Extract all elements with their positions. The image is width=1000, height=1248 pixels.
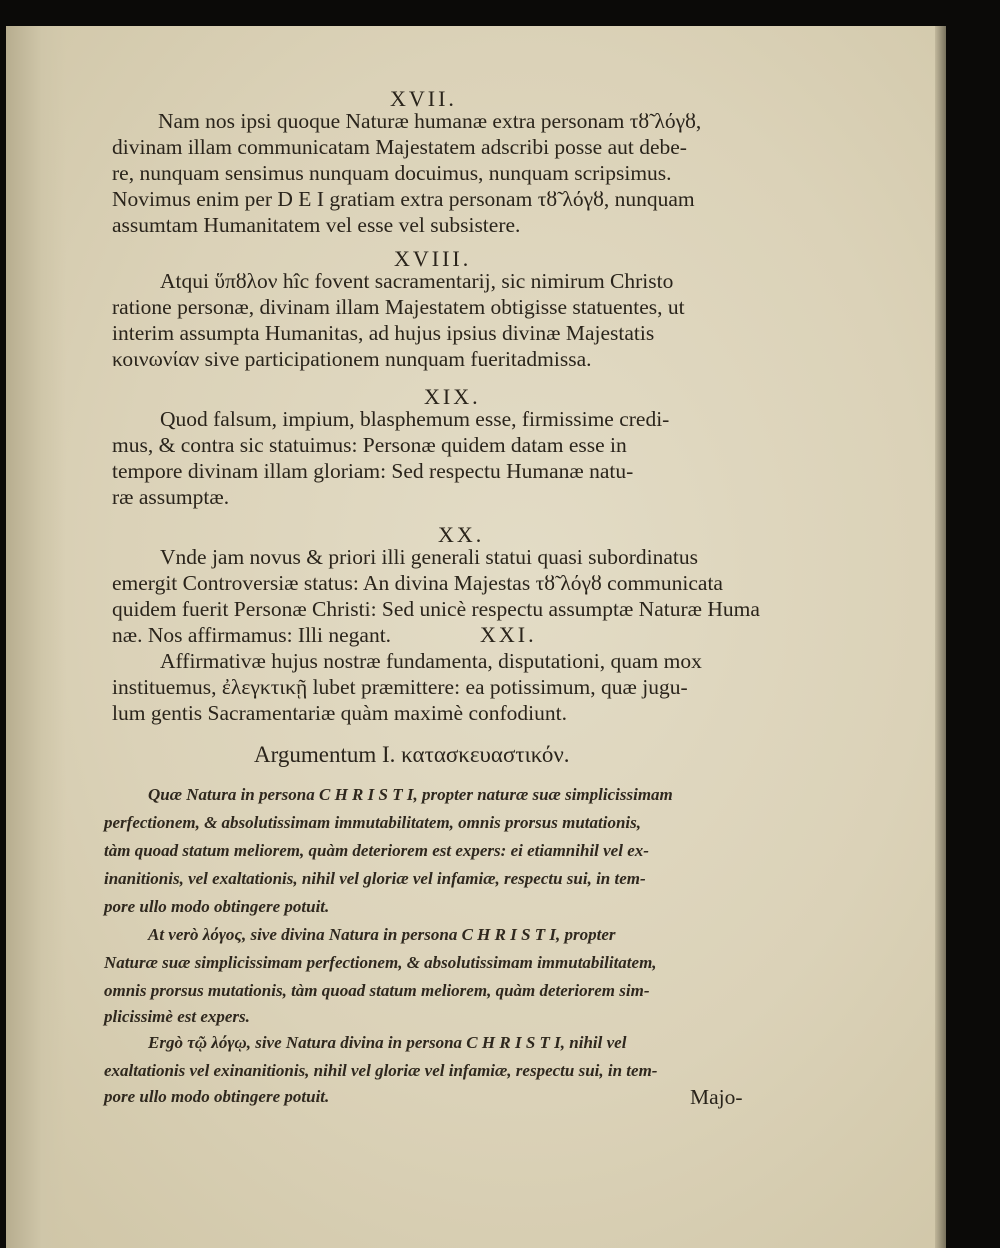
argument-line: pore ullo modo obtingere potuit. [104, 1087, 330, 1106]
argument-line: tàm quoad statum meliorem, quàm deteriorem est expers: ei etiamnihil vel ex- [104, 841, 649, 860]
text-line: Vnde jam novus & priori illi generali statui quasi subordinatus [160, 545, 699, 569]
text-line: re, nunquam sensimus nunquam docuimus, nunquam scripsimus. [112, 161, 672, 185]
argument-title: Argumentum I. κατασκευαστικόν. [254, 742, 570, 767]
text-line: emergit Controversiæ status: An divina Majestas τȣ̃ λόγȣ communicata [112, 571, 723, 595]
section-heading-20: XX. [438, 522, 485, 547]
argument-line: Quæ Natura in persona C H R I S T I, propter naturæ suæ simplicissimam [148, 785, 673, 804]
text-line: assumtam Humanitatem vel esse vel subsistere. [112, 213, 521, 237]
argument-line: omnis prorsus mutationis, tàm quoad statum meliorem, quàm deteriorem sim- [104, 981, 650, 1000]
text-line: tempore divinam illam gloriam: Sed respectu Humanæ natu- [112, 459, 634, 483]
section-heading-21: XXI. [480, 622, 537, 647]
text-line: divinam illam communicatam Majestatem adscribi posse aut debe- [112, 135, 687, 159]
section-heading-17: XVII. [390, 86, 457, 111]
text-line: Quod falsum, impium, blasphemum esse, firmissime credi- [160, 407, 670, 431]
argument-line: Ergò τῷ λόγῳ, sive Natura divina in persona C H R I S T I, nihil vel [148, 1033, 627, 1052]
text-line: ratione personæ, divinam illam Majestatem obtigisse statuentes, ut [112, 295, 685, 319]
text-line: ræ assumptæ. [112, 485, 230, 509]
text-line: mus, & contra sic statuimus: Personæ quidem datam esse in [112, 433, 627, 457]
text-line: instituemus, ἐλεγκτικῇ lubet præmittere: ea potissimum, quæ jugu- [112, 675, 688, 699]
argument-line: plicissimè est expers. [104, 1007, 250, 1026]
text-line: κοινωνίαν sive participationem nunquam fueritadmissa. [112, 347, 592, 371]
section-heading-19: XIX. [424, 384, 481, 409]
text-line: Novimus enim per D E I gratiam extra personam τȣ̃ λόγȣ, nunquam [112, 187, 695, 211]
page-edge-shadow [935, 26, 946, 1248]
text-line: quidem fuerit Personæ Christi: Sed unicè respectu assumptæ Naturæ Huma [112, 597, 760, 621]
text-line: Affirmativæ hujus nostræ fundamenta, disputationi, quam mox [160, 649, 702, 673]
text-line: næ. Nos affirmamus: Illi negant. [112, 623, 392, 647]
text-line: Nam nos ipsi quoque Naturæ humanæ extra personam τȣ̃ λόγȣ, [158, 109, 702, 133]
argument-line: inanitionis, vel exaltationis, nihil vel gloriæ vel infamiæ, respectu sui, in tem- [104, 869, 646, 888]
catchword: Majo- [690, 1085, 743, 1109]
text-line: interim assumpta Humanitas, ad hujus ipsius divinæ Majestatis [112, 321, 655, 345]
text-line: Atqui ὕπȣλον hîc fovent sacramentarij, sic nimirum Christo [160, 269, 674, 293]
section-heading-18: XVIII. [394, 246, 472, 271]
text-line: lum gentis Sacramentariæ quàm maximè confodiunt. [112, 701, 567, 725]
argument-line: exaltationis vel exinanitionis, nihil vel gloriæ vel infamiæ, respectu sui, in tem- [104, 1061, 658, 1080]
argument-line: At verò λόγος, sive divina Natura in persona C H R I S T I, propter [148, 925, 616, 944]
argument-line: Naturæ suæ simplicissimam perfectionem, & absolutissimam immutabilitatem, [104, 953, 657, 972]
argument-line: pore ullo modo obtingere potuit. [104, 897, 330, 916]
argument-line: perfectionem, & absolutissimam immutabilitatem, omnis prorsus mutationis, [104, 813, 642, 832]
gutter-shadow [6, 26, 66, 1248]
